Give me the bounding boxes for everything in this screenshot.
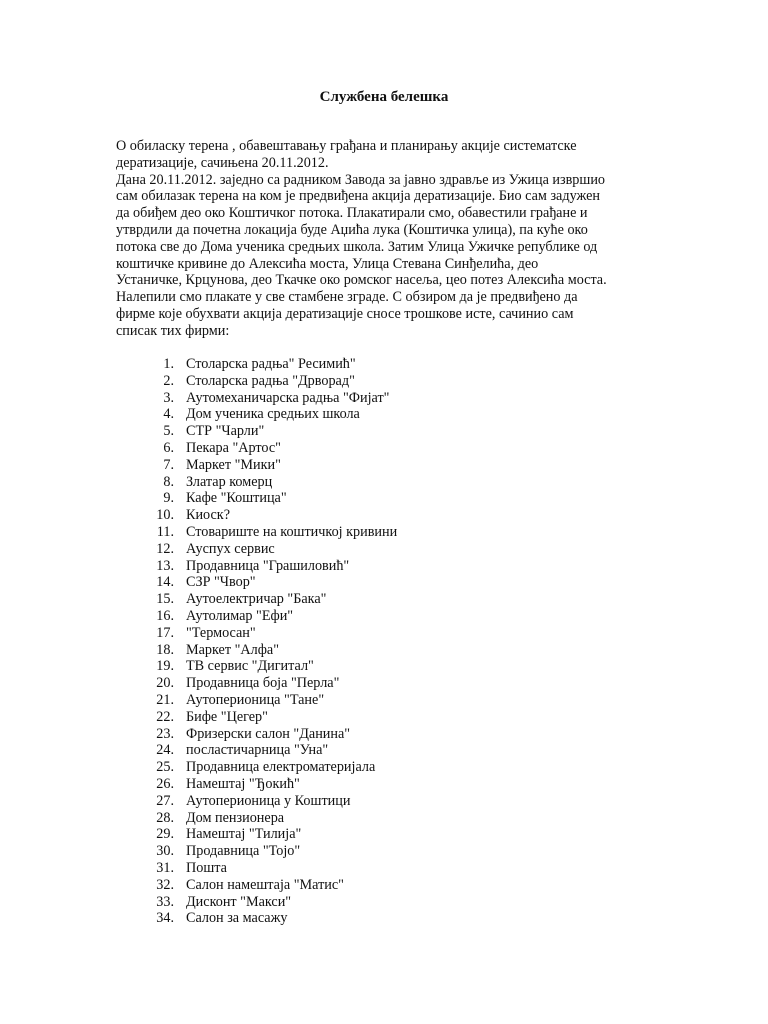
list-item-text: Аутомеханичарска радња "Фијат" xyxy=(186,389,390,406)
list-item-gap xyxy=(174,877,186,894)
list-item xyxy=(140,390,560,407)
list-item-number: 12. xyxy=(156,540,174,557)
list-item xyxy=(140,860,560,877)
list-item xyxy=(140,474,560,491)
list-item-text: Аутолимар "Ефи" xyxy=(186,607,294,624)
list-item-text: Бифе "Цегер" xyxy=(186,708,268,725)
list-item-gap xyxy=(174,860,186,877)
list-item-gap xyxy=(174,474,186,491)
list-item-text: Киоск? xyxy=(186,507,230,524)
list-item-text: Продавница "Грашиловић" xyxy=(186,557,350,574)
list-item-gap xyxy=(174,608,186,625)
list-item-gap xyxy=(174,759,186,776)
list-item xyxy=(140,574,560,591)
list-item xyxy=(140,423,560,440)
body-line: Устаничке, Крцунова, део Ткачке око ромског насеља, цео потез Алексића моста. xyxy=(116,272,607,289)
list-item-gap xyxy=(174,843,186,860)
list-item-number: 32. xyxy=(156,876,174,893)
list-item-number: 26. xyxy=(156,775,174,792)
list-item-gap xyxy=(174,490,186,507)
list-item xyxy=(140,406,560,423)
list-item-text: "Термосан" xyxy=(186,624,256,641)
list-item-number: 16. xyxy=(156,607,174,624)
list-item xyxy=(140,457,560,474)
list-item xyxy=(140,591,560,608)
list-item-gap xyxy=(174,894,186,911)
list-item xyxy=(140,793,560,810)
body-line: потока све до Дома ученика средњих школа. Затим Улица Ужичке републике од xyxy=(116,238,598,255)
list-item-number: 27. xyxy=(156,792,174,809)
list-item xyxy=(140,608,560,625)
list-item-text: Аутоперионица у Коштици xyxy=(186,792,351,809)
list-item-gap xyxy=(174,457,186,474)
body-line: утврдили да почетна локација буде Аџића лука (Коштичка улица), па куће око xyxy=(116,221,588,238)
list-item-text: Стовариште на коштичкој кривини xyxy=(186,523,398,540)
list-item-gap xyxy=(174,675,186,692)
list-item-number: 31. xyxy=(156,859,174,876)
list-item-number: 8. xyxy=(163,473,174,490)
body-line: О обиласку терена , обавештавању грађана и планирању акције систематске xyxy=(116,138,577,154)
list-item-number: 30. xyxy=(156,843,174,860)
list-item xyxy=(140,373,560,390)
list-item-text: Салон намештаја "Матис" xyxy=(186,876,344,893)
list-item xyxy=(140,742,560,759)
list-item-gap xyxy=(174,356,186,373)
body-line: дератизације, сачињена 20.11.2012. xyxy=(116,154,329,171)
list-item-number: 19. xyxy=(156,658,174,675)
list-item-text: Намештај "Тилија" xyxy=(186,826,302,843)
list-item-number: 17. xyxy=(156,624,174,641)
list-item-gap xyxy=(174,658,186,675)
list-item-number: 7. xyxy=(163,456,174,473)
list-item-number: 28. xyxy=(156,809,174,826)
list-item-number: 2. xyxy=(163,372,174,389)
list-item-text: СЗР "Чвор" xyxy=(186,574,256,591)
list-item xyxy=(140,894,560,911)
list-item-number: 29. xyxy=(156,826,174,843)
list-item-number: 11. xyxy=(156,523,174,540)
list-item-gap xyxy=(174,373,186,390)
list-item-text: Аутоелектричар "Бака" xyxy=(186,591,327,608)
list-item xyxy=(140,490,560,507)
list-item-number: 20. xyxy=(156,675,174,692)
list-item-number: 22. xyxy=(156,708,174,725)
list-item-gap xyxy=(174,726,186,743)
list-item-gap xyxy=(174,642,186,659)
list-item xyxy=(140,658,560,675)
list-item-number: 4. xyxy=(163,406,174,423)
list-item-gap xyxy=(174,826,186,843)
list-item xyxy=(140,843,560,860)
list-item-number: 6. xyxy=(163,439,174,456)
document-body xyxy=(116,138,661,340)
list-item xyxy=(140,776,560,793)
list-item-number: 34. xyxy=(156,910,174,927)
list-item-text: Продавница "Тојо" xyxy=(186,843,301,860)
list-item-text: Златар комерц xyxy=(186,473,273,490)
list-item-gap xyxy=(174,810,186,827)
list-item-gap xyxy=(174,541,186,558)
firm-list xyxy=(140,356,560,927)
list-item-text: Дисконт "Макси" xyxy=(186,893,292,910)
list-item xyxy=(140,440,560,457)
list-item-text: Кафе "Коштица" xyxy=(186,490,287,507)
list-item xyxy=(140,356,560,373)
list-item-text: Намештај "Ђокић" xyxy=(186,775,300,792)
list-item-text: посластичарница "Уна" xyxy=(186,742,329,759)
list-item-gap xyxy=(174,709,186,726)
list-item-text: Аутоперионица "Тане" xyxy=(186,691,325,708)
list-item xyxy=(140,877,560,894)
body-line: да обиђем део око Коштичког потока. Плакатирали смо, обавестили грађане и xyxy=(116,205,588,222)
list-item xyxy=(140,726,560,743)
list-item-text: Маркет "Мики" xyxy=(186,456,281,473)
list-item xyxy=(140,625,560,642)
list-item-gap xyxy=(174,558,186,575)
document-title: Службена белешка xyxy=(319,89,449,105)
list-item-text: Столарска радња" Ресимић" xyxy=(186,356,356,372)
list-item-number: 33. xyxy=(156,893,174,910)
list-item-gap xyxy=(174,390,186,407)
list-item-gap xyxy=(174,406,186,423)
list-item-number: 23. xyxy=(156,725,174,742)
body-line: Налепили смо плакате у све стамбене зграде. С обзиром да је предвиђено да xyxy=(116,289,578,306)
list-item-text: Дом пензионера xyxy=(186,809,285,826)
list-item-gap xyxy=(174,910,186,927)
list-item xyxy=(140,507,560,524)
body-line: коштичке кривине до Алексића моста, Улица Стевана Синђелића, део xyxy=(116,255,539,272)
list-item-text: Салон за масажу xyxy=(186,910,288,927)
list-item-gap xyxy=(174,591,186,608)
list-item-number: 24. xyxy=(156,742,174,759)
list-item xyxy=(140,709,560,726)
list-item xyxy=(140,910,560,927)
list-item-number: 14. xyxy=(156,574,174,591)
list-item-gap xyxy=(174,776,186,793)
list-item-text: СТР "Чарли" xyxy=(186,423,265,440)
list-item xyxy=(140,692,560,709)
list-item-number: 3. xyxy=(163,389,174,406)
list-item xyxy=(140,524,560,541)
list-item-text: Продавница боја "Перла" xyxy=(186,675,340,692)
list-item-text: Пошта xyxy=(186,859,227,876)
list-item-text: Фризерски салон "Данина" xyxy=(186,725,351,742)
list-item-number: 18. xyxy=(156,641,174,658)
list-item-number: 10. xyxy=(156,507,174,524)
list-item-text: Пекара "Артос" xyxy=(186,439,281,456)
list-item xyxy=(140,558,560,575)
body-line: Дана 20.11.2012. заједно са радником Завода за јавно здравље из Ужица извршио xyxy=(116,171,606,188)
list-item-text: Столарска радња "Дрворад" xyxy=(186,372,355,389)
list-item-gap xyxy=(174,423,186,440)
body-line: сам обилазак терена на ком је предвиђена акција дератизације. Био сам задужен xyxy=(116,188,600,205)
list-item-number: 15. xyxy=(156,591,174,608)
list-item-number: 25. xyxy=(156,759,174,776)
list-item-gap xyxy=(174,692,186,709)
list-item-text: Маркет "Алфа" xyxy=(186,641,279,658)
list-item xyxy=(140,541,560,558)
list-item-number: 5. xyxy=(163,423,174,440)
list-item xyxy=(140,810,560,827)
list-item-text: Дом ученика средњих школа xyxy=(186,406,360,423)
list-item-gap xyxy=(174,793,186,810)
body-line: списак тих фирми: xyxy=(116,322,230,339)
list-item-number: 1. xyxy=(163,356,174,372)
list-item xyxy=(140,675,560,692)
list-item-gap xyxy=(174,742,186,759)
list-item-text: Продавница електроматеријала xyxy=(186,759,376,776)
list-item xyxy=(140,642,560,659)
list-item-text: ТВ сервис "Дигитал" xyxy=(186,658,314,675)
list-item xyxy=(140,759,560,776)
list-item-gap xyxy=(174,440,186,457)
list-item-gap xyxy=(174,507,186,524)
list-item-number: 21. xyxy=(156,691,174,708)
list-item-gap xyxy=(174,524,186,541)
list-item-number: 9. xyxy=(163,490,174,507)
list-item-gap xyxy=(174,574,186,591)
list-item-text: Ауспух сервис xyxy=(186,540,275,557)
body-line: фирме које обухвати акција дератизације сносе трошкове исте, сачинио сам xyxy=(116,305,574,322)
list-item xyxy=(140,826,560,843)
list-item-number: 13. xyxy=(156,557,174,574)
list-item-gap xyxy=(174,625,186,642)
